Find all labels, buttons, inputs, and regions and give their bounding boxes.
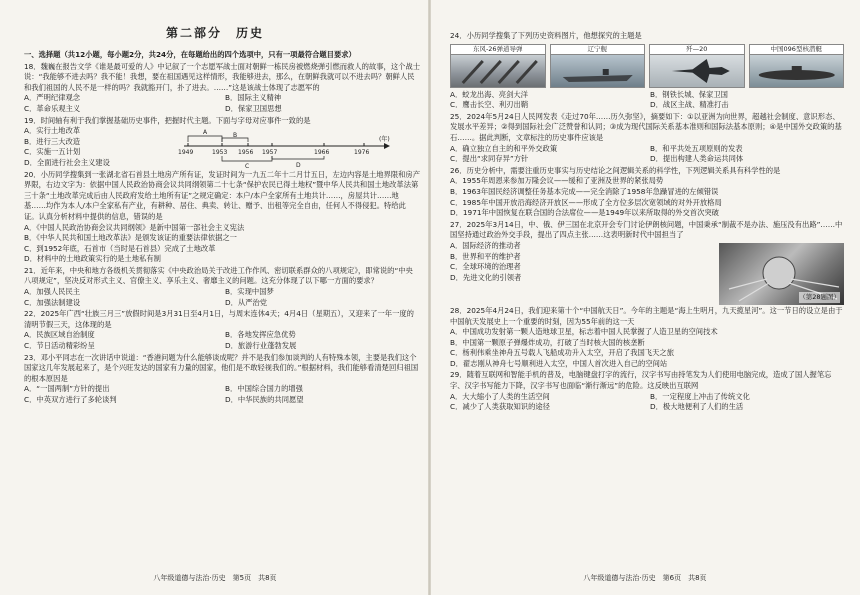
q28-option-c[interactable]: C．杨利伟乘坐神舟五号载人飞船成功升入太空，开启了我国飞天之旅: [450, 348, 674, 358]
right-page: [430, 0, 860, 595]
q29-stem: 29．随着互联网和智能手机的普及，电脑键盘打字的流行，汉字书写由持笔发为人们使用电脑完成，造成了国人握笔忘字、汉字书写能力下降，汉字书写也面临“渐行渐远”的危险。这反映出互联网: [450, 370, 832, 391]
section-header: 一、选择题（共12小题，每小题2分，共24分，在每题给出的四个选项中，只有一项最符合题目要求）: [24, 50, 356, 59]
q29-option-c[interactable]: C．减少了人类获取知识的途径: [450, 402, 550, 412]
q22-option-d[interactable]: D．旅游行业蓬勃发展: [225, 341, 297, 351]
q24-option-c[interactable]: C．鹰击长空、利刃出鞘: [450, 100, 529, 110]
q29-option-a[interactable]: A．大大缩小了人类的生活空间: [450, 391, 550, 401]
q19-option-b[interactable]: B．进行三大改造: [24, 136, 81, 146]
q21-stem: 21．近年来，中央和地方各级机关贯彻落实《中央政治局关于改进工作作风、密切联系群众的八项规定》，即常说的“中央八项规定”，坚决反对形式主义、官僚主义、享乐主义、奢靡主义的问题。这充分体现了以下哪一方面的要求？: [24, 265, 413, 286]
q27-stem: 27．2025年3月14日，中、俄、伊三国在北京开会专门讨论伊朗核问题，中国秉承“制裁不是办法、施压没有出路”……中国坚持通过政治外交手段，提出了四点主张……这表明新时代中国担当了: [450, 219, 843, 240]
q20-stem: 20．小历同学搜集到一张湖北省石首县土地房产所有证，发证时间为一九五二年十二月廿五日，左边内容是土地界限和房产界限，右边文字为：依据中国人民政治协商会议共同纲领第二十七条“保护农民已得土地权”暨中华人民共和国土地改革法第三十条“土地改革完成后由人民政府发给土地所有证”之规定确定：本户/本户全家所有土地共计……，房屋共计……地基……均作为本人/本户全家私有产业，有耕种、居住、典卖、转让、赠予、出租等完全自由，任何人不得侵犯。特给此证。认真分析材料中提供的信息，错误的是: [24, 169, 421, 221]
question-24: [450, 31, 844, 111]
q19-year-1949: 1949: [178, 149, 194, 157]
submarine-icon: [750, 55, 844, 87]
q19-body: [24, 126, 420, 168]
q19-letter-d: D: [296, 162, 301, 169]
q26-option-b[interactable]: B．1963年国民经济调整任务基本完成——完全消除了1958年急躁冒进的左倾错误: [450, 186, 719, 196]
q26-stem: 26．历史分析中，需要注重历史事实与历史结论之间逻辑关系的科学性，下列逻辑关系具有科学性的是: [450, 165, 781, 175]
question-29: [450, 370, 844, 412]
question-23: [24, 353, 420, 406]
question-22: [24, 309, 420, 351]
q22-option-c[interactable]: C．节日活动精彩纷呈: [24, 341, 95, 351]
question-28: [450, 306, 844, 370]
question-26: [450, 166, 844, 219]
right-footer: 八年级道德与法治·历史 第6页 共8页: [583, 574, 707, 582]
q24-option-a[interactable]: A．蛟龙出海、亮剑大洋: [450, 89, 528, 99]
q19-letter-c: C: [245, 163, 250, 169]
q25-option-c[interactable]: C．提出“求同存异”方针: [450, 154, 529, 164]
q28-option-d[interactable]: D．翟志刚从神舟七号顺利进入太空，中国人首次进入自己的空间站: [450, 358, 668, 368]
satellite-photo: [719, 243, 844, 305]
q18-options: [24, 93, 420, 114]
q26-option-d[interactable]: D．1971年中国恢复在联合国的合法席位——是1949年以来所取得的外交首次突破: [450, 208, 719, 218]
q26-options: [450, 176, 844, 218]
q24-image-submarine: [749, 44, 845, 88]
q25-options: [450, 144, 844, 165]
q27-option-d[interactable]: D．先进文化的引领者: [450, 272, 522, 282]
q19-stem: 19．时间轴有利于我们掌握基础历史事件，把握时代主题。下面与字母对应事件一致的是: [24, 115, 311, 125]
q27-option-a[interactable]: A．国际经济的推动者: [450, 240, 521, 250]
q19-year-1956: 1956: [238, 149, 254, 157]
q24-option-b[interactable]: B．钢铁长城、保家卫国: [650, 89, 728, 99]
right-content: [450, 30, 844, 413]
part-title: 第二部分 历史: [165, 26, 264, 40]
q29-option-b[interactable]: B．一定程度上冲击了传统文化: [650, 391, 750, 401]
q23-option-d[interactable]: D．中华民族的共同愿望: [225, 395, 304, 404]
question-27: [450, 220, 844, 305]
q28-option-a[interactable]: A．中国成功发射第一颗人造地球卫星，标志着中国人民掌握了人造卫星的空间技术: [450, 327, 718, 337]
q25-option-b[interactable]: B．和平共处五项原则的发表: [650, 143, 743, 153]
q21-option-b[interactable]: B．实现中国梦: [225, 287, 274, 297]
question-25: [450, 112, 844, 165]
q22-stem: 22．2025年广西“壮族三月三”放假时间是3月31日至4月1日，与周末连休4天；4月4日（星期五），又迎来了一年一度的清明节假三天，这体现的是: [24, 309, 414, 329]
q20-option-c[interactable]: C．到1952年底，石首市（当时是石首县）完成了土地改革: [24, 243, 216, 253]
q20-option-a[interactable]: A．《中国人民政治协商会议共同纲领》是新中国第一部社会主义宪法: [24, 222, 245, 232]
fighter-jet-icon: [650, 55, 744, 87]
q22-option-b[interactable]: B．各地发挥应急优势: [225, 330, 296, 340]
left-content: [24, 50, 420, 406]
q19-letter-a: A: [203, 129, 208, 137]
q18-option-c[interactable]: C．革命乐观主义: [24, 103, 81, 113]
q19-option-c[interactable]: C．实施一五计划: [24, 147, 81, 157]
question-19: [24, 116, 420, 169]
q21-option-a[interactable]: A．加强人民民主: [24, 287, 81, 297]
q24-options: [450, 90, 844, 111]
q19-axis-unit: (年): [379, 136, 390, 144]
q27-options: [450, 241, 713, 283]
q24-image-carrier: [550, 44, 646, 88]
q18-option-b[interactable]: B．国际主义精神: [225, 93, 282, 103]
q24-image-row: [450, 44, 844, 88]
question-20: [24, 170, 420, 265]
q23-option-b[interactable]: B．中国综合国力的增强: [225, 384, 303, 394]
q28-photo-caption: （第28题图）: [799, 293, 840, 302]
q25-stem: 25．2024年5月24日人民网发表《走过70年……历久弥坚》，摘要如下：①以亚洲为向世界，超越社会制度、意识形态、发展水平差异；②得到国际社会广泛赞誉和认同；③成为现代国际关系基本准则和国际法基本原则；④是中国外交政策的基石……。据此判断，文章标注的历史事件应该是: [450, 111, 842, 142]
q23-stem: 23．邓小平同志在一次讲话中说道：“香港问题为什么能够谈成呢？并不是我们参加谈判的人有特殊本领，主要是我们这个国家这几年发展起来了，是个兴旺发达的国家有力量的国家，他们是不敢轻视我们的。”根据材料，我们能够看清楚回归祖国的根本原因是: [24, 352, 419, 383]
q22-option-a[interactable]: A．民族区域自治制度: [24, 330, 95, 340]
q24-caption-4: 中国096型核潜艇: [750, 45, 844, 55]
q20-option-b[interactable]: B．《中华人民共和国土地改革法》是颁发该证的重要法律依据之一: [24, 233, 237, 243]
q26-option-c[interactable]: C．1985年中国开放沿海经济开放区——形成了全方位多层次宽领域的对外开放格局: [450, 197, 722, 207]
q24-stem: 24．小历同学搜集了下列历史资料图片，他想探究的主题是: [450, 31, 642, 40]
q18-option-d[interactable]: D．保家卫国思想: [225, 103, 282, 113]
q19-options: [24, 126, 174, 168]
q23-options: [24, 384, 420, 405]
q19-year-1957: 1957: [262, 149, 278, 157]
q21-options: [24, 287, 420, 308]
q24-caption-3: 歼—20: [650, 45, 744, 55]
left-footer: 八年级道德与法治·历史 第5页 共8页: [153, 574, 277, 582]
q21-option-c[interactable]: C．加强法制建设: [24, 297, 81, 307]
q18-stem: 18．魏巍在报告文学《谁是最可爱的人》中记叙了一个志愿军战士面对朝鲜一栋民房被燃烧弹引燃而救人的故事，这个战士说：“我能够不进去吗？我不能！我想，要在祖国遇见这样情形，我能够进去，那么，在朝鲜我就可以不进去吗？朝鲜人民和我们祖国的人民不是一样的吗？我就豁开门，扑了进去。……”这是该战士体现了志愿军的: [24, 61, 421, 92]
q21-option-d[interactable]: D．从严治党: [225, 297, 268, 307]
q28-option-b[interactable]: B．中国第一颗原子弹爆炸成功，打破了当时核大国的核垄断: [450, 337, 645, 347]
q25-option-d[interactable]: D．提出构建人类命运共同体: [650, 154, 744, 164]
q28-options: [450, 327, 844, 369]
q24-caption-1: 东风-26弹道导弹: [451, 45, 545, 55]
q18-option-a[interactable]: A．严明纪律观念: [24, 93, 81, 103]
q24-image-missile: [450, 44, 546, 88]
q25-option-a[interactable]: A．确立独立自主的和平外交政策: [450, 143, 558, 153]
q20-option-d[interactable]: D．材料中的土地政策实行的是土地私有制: [24, 254, 161, 264]
q20-options: [24, 223, 420, 265]
q19-option-d[interactable]: D．全面进行社会主义建设: [24, 157, 110, 167]
q23-option-a[interactable]: A．“一国两制”方针的提出: [24, 384, 110, 394]
question-18: [24, 62, 420, 115]
q19-year-1953: 1953: [212, 149, 228, 157]
q26-option-a[interactable]: A．1955年周恩来参加万隆会议——缓和了亚洲及世界的紧张局势: [450, 176, 664, 186]
question-21: [24, 266, 420, 308]
q24-image-jet: [649, 44, 745, 88]
missile-icon: [451, 55, 545, 87]
q23-option-c[interactable]: C．中英双方进行了多轮谈判: [24, 395, 117, 404]
q19-option-a[interactable]: A．实行土地改革: [24, 126, 81, 136]
q28-stem: 28．2025年4月24日，我们迎来第十个“中国航天日”。今年的主题是“海上生明月，九天揽星河”。这一节日的设立是由于中国航天发展史上一个重要的时刻，因为55年前的这一天: [450, 305, 843, 326]
q19-year-1966: 1966: [314, 149, 330, 157]
q27-option-c[interactable]: C．全球环境的治理者: [450, 262, 521, 272]
q19-timeline: [174, 126, 404, 168]
q29-options: [450, 392, 844, 413]
q22-options: [24, 330, 420, 351]
q29-option-d[interactable]: D．极大地便利了人们的生活: [650, 402, 744, 412]
q24-caption-2: 辽宁舰: [551, 45, 645, 55]
q19-letter-b: B: [233, 132, 238, 140]
q19-year-1976: 1976: [354, 149, 370, 157]
aircraft-carrier-icon: [551, 55, 645, 87]
q27-option-b[interactable]: B．世界和平的维护者: [450, 251, 521, 261]
q24-option-d[interactable]: D．战区主战、精准打击: [650, 100, 729, 110]
